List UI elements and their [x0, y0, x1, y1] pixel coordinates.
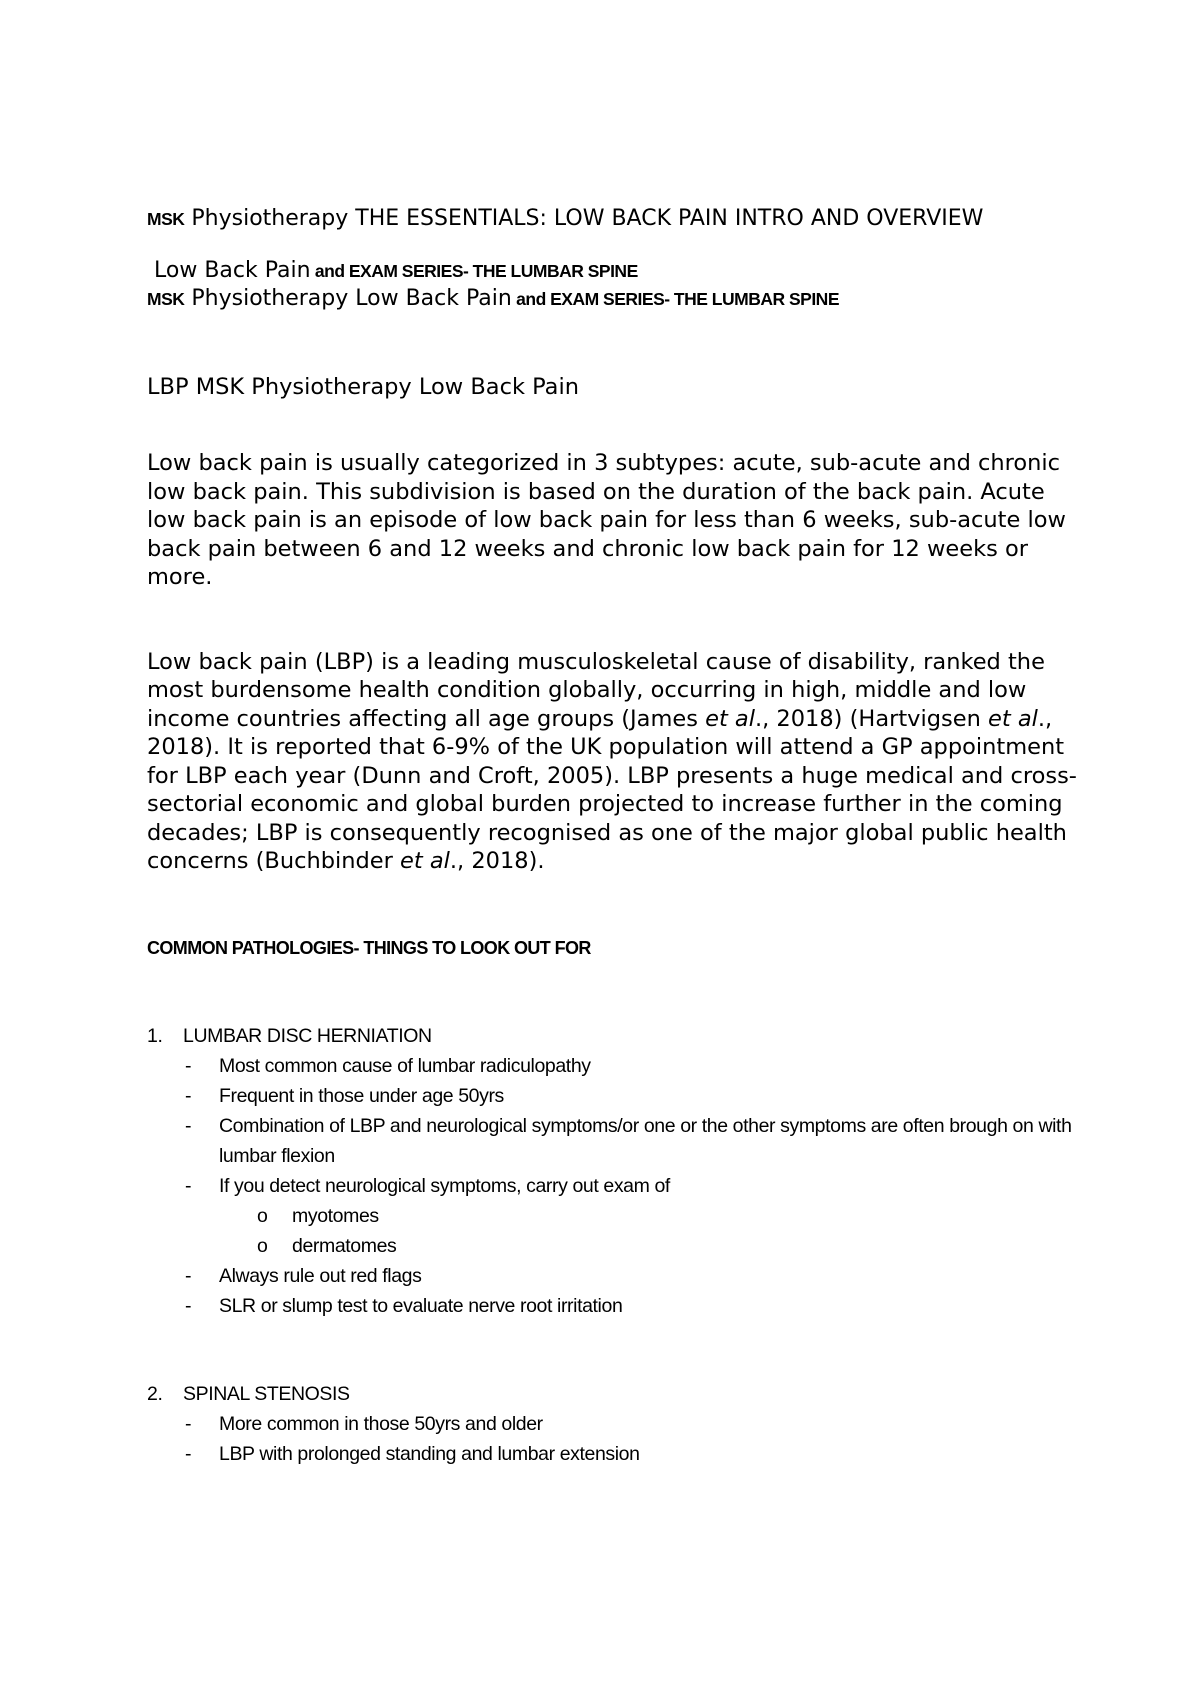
- list-item-text: Combination of LBP and neurological symptoms/or one or the other symptoms are often brough on with lumbar flexion: [219, 1114, 1072, 1167]
- circle-bullet: o: [257, 1234, 268, 1257]
- paragraph-2-et-al-1: et al: [705, 705, 755, 732]
- list-item: [147, 1051, 1087, 1081]
- subtitle-2-msk-word: MSK: [147, 289, 185, 309]
- pathology-list-disc-herniation: [147, 1021, 1087, 1321]
- paragraph-2-text-4: ., 2018).: [449, 848, 545, 874]
- pathology-list-spinal-stenosis: [147, 1379, 1087, 1469]
- paragraph-2-text-1: Low back pain (LBP) is a leading musculoskeletal cause of disability, ranked the most burdensome health condition globally, occurring in high, middle and low income countries affecting all age groups (James: [147, 648, 1045, 732]
- sub-list-item: [147, 1231, 1087, 1261]
- pathology-title: SPINAL STENOSIS: [183, 1382, 350, 1405]
- section-title: LBP MSK Physiotherapy Low Back Pain: [147, 374, 579, 400]
- pathology-title: LUMBAR DISC HERNIATION: [183, 1024, 432, 1047]
- list-item-text: Frequent in those under age 50yrs: [219, 1084, 504, 1107]
- title-text: Physiotherapy THE ESSENTIALS: LOW BACK PAIN INTRO AND OVERVIEW: [184, 206, 984, 231]
- dash-bullet: -: [185, 1442, 192, 1465]
- list-item: [147, 1261, 1087, 1291]
- dash-bullet: -: [185, 1264, 192, 1287]
- list-item: [147, 1111, 1087, 1171]
- pathologies-heading: COMMON PATHOLOGIES- THINGS TO LOOK OUT FOR: [147, 937, 591, 958]
- paragraph-subtypes: Low back pain is usually categorized in 3 subtypes: acute, sub-acute and chronic low back pain. This subdivision is based on the duration of the back pain. Acute low back pain is an episode of low back pain for less than 6 weeks, sub-acute low back pain between 6 and 12 weeks and chronic low back pain for 12 weeks or more.: [147, 450, 1066, 590]
- dash-bullet: -: [185, 1294, 192, 1317]
- numbered-item-disc-herniation: [147, 1021, 1087, 1051]
- subtitle-2-plain: Physiotherapy Low Back Pain: [184, 286, 512, 311]
- paragraph-2-et-al-3: et al: [400, 848, 450, 874]
- list-item: [147, 1409, 1087, 1439]
- dash-bullet: -: [185, 1084, 192, 1107]
- document-page: [147, 205, 1087, 1469]
- dash-bullet: -: [185, 1174, 192, 1197]
- sub-list-item: [147, 1201, 1087, 1231]
- document-title: [147, 205, 1087, 233]
- list-item: [147, 1081, 1087, 1111]
- paragraph-lbp-burden: [147, 648, 1087, 876]
- list-item: [147, 1439, 1087, 1469]
- dash-bullet: -: [185, 1114, 192, 1137]
- subtitle-1-plain: Low Back Pain: [154, 258, 311, 283]
- paragraph-2-et-al-2: et al: [988, 705, 1038, 732]
- list-number: 2.: [147, 1382, 163, 1405]
- dash-bullet: -: [185, 1054, 192, 1077]
- list-number: 1.: [147, 1024, 163, 1047]
- list-item: [147, 1291, 1087, 1321]
- paragraph-2-text-3: ., 2018). It is reported that 6-9% of the UK population will attend a GP appointment for LBP each year (Dunn and Croft, 2005). LBP presents a huge medical and cross-sectorial economic and global burden projected to increase further in the coming decades; LBP is consequently recognised as one of the major global public health concerns (Buchbinder: [147, 705, 1077, 874]
- list-item-text: SLR or slump test to evaluate nerve root irritation: [219, 1294, 623, 1317]
- list-item-text: Always rule out red flags: [219, 1264, 422, 1287]
- list-item-text: More common in those 50yrs and older: [219, 1412, 543, 1435]
- paragraph-2-text-2: ., 2018) (Hartvigsen: [754, 705, 988, 732]
- subtitle-1-bold: and EXAM SERIES- THE LUMBAR SPINE: [310, 261, 638, 281]
- title-msk-word: MSK: [147, 209, 185, 229]
- list-item-text: If you detect neurological symptoms, carry out exam of: [219, 1174, 670, 1197]
- list-item: [147, 1171, 1087, 1201]
- sub-list-item-text: myotomes: [292, 1204, 379, 1227]
- list-item-text: LBP with prolonged standing and lumbar extension: [219, 1442, 640, 1465]
- dash-bullet: -: [185, 1412, 192, 1435]
- circle-bullet: o: [257, 1204, 268, 1227]
- numbered-item-spinal-stenosis: [147, 1379, 1087, 1409]
- sub-list-item-text: dermatomes: [292, 1234, 397, 1257]
- subtitle-line-2: [147, 285, 1087, 313]
- subtitle-line-1: [147, 257, 1087, 285]
- list-item-text: Most common cause of lumbar radiculopathy: [219, 1054, 591, 1077]
- subtitle-2-bold: and EXAM SERIES- THE LUMBAR SPINE: [511, 289, 839, 309]
